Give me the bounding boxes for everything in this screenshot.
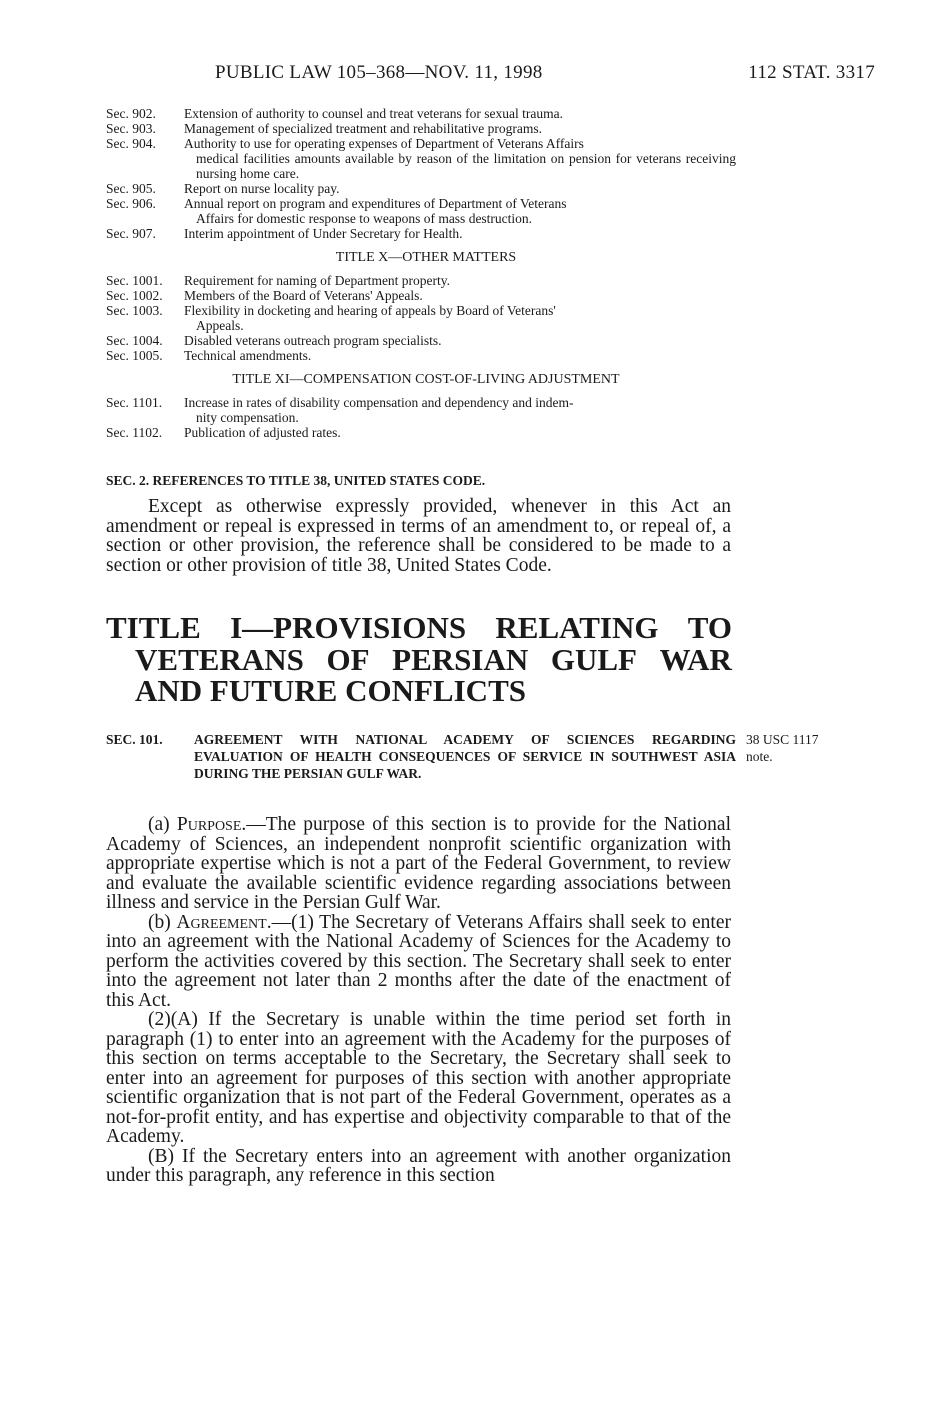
toc-title-x-entries <box>106 273 736 363</box>
running-header <box>215 62 875 88</box>
toc-entry-text <box>184 226 736 241</box>
toc-entry-main: Members of the Board of Veterans' Appeals. <box>184 288 423 303</box>
public-law-citation: PUBLIC LAW 105–368—NOV. 11, 1998 <box>215 62 543 83</box>
toc-entry <box>106 288 736 303</box>
toc-entry <box>106 333 736 348</box>
title-line-3: AND FUTURE CONFLICTS <box>135 673 526 708</box>
toc-entry-text <box>184 136 736 181</box>
toc-entry-text <box>184 196 736 226</box>
paragraph-b2b: (B) If the Secretary enters into an agreement with another organization under this paragraph, any reference in this section <box>106 1145 731 1186</box>
title-word: TITLE <box>106 610 201 645</box>
title-word: RELATING <box>495 610 659 645</box>
title-word: VETERANS <box>135 641 304 677</box>
title-word: GULF <box>550 641 637 677</box>
toc-entry-number: Sec. 1005. <box>106 348 163 363</box>
toc-entry-main: Flexibility in docketing and hearing of appeals by Board of Veterans' <box>184 303 556 318</box>
toc-entry-main: Report on nurse locality pay. <box>184 181 340 196</box>
paragraph-a <box>106 815 731 913</box>
toc-entry-main: Interim appointment of Under Secretary for Health. <box>184 226 463 241</box>
margin-note-label: note. <box>746 749 773 764</box>
toc-entry-number: Sec. 903. <box>106 121 156 136</box>
toc-entry-main: Authority to use for operating expenses of Department of Veterans Affairs <box>184 136 584 151</box>
paragraph-label: (a) <box>148 814 177 835</box>
paragraph-heading: Agreement <box>176 911 267 933</box>
paragraph-label: (b) <box>148 911 177 933</box>
title-word: I—PROVISIONS <box>230 610 467 645</box>
toc-entry-text <box>184 121 736 136</box>
toc-entry-main: Requirement for naming of Department property. <box>184 273 451 288</box>
paragraph-text: .—(1) The Secretary of Veterans Affairs shall seek to enter into an agreement with the National Academy of Sciences for the Academy to perform the activities covered by this section. The Secretary shall seek to enter into the agreement not later than 2 months after the date of the enactment of this Act. <box>106 911 731 1011</box>
section-101-body <box>106 815 731 1186</box>
title-word: WAR <box>659 641 732 677</box>
toc-entry-main: Publication of adjusted rates. <box>184 425 341 440</box>
toc-entry-main: Annual report on program and expenditures of Department of Veterans <box>184 196 567 211</box>
paragraph-text: .—The purpose of this section is to provide for the National Academy of Sciences, an independent nonprofit scientific organization with appropriate expertise which is not a part of the Federal Government, to review and evaluate the available scientific evidence regarding associations between illness and service in the Persian Gulf War. <box>106 814 731 913</box>
toc-entry-text <box>184 425 736 440</box>
toc-entry <box>106 425 736 440</box>
paragraph-b2a: (2)(A) If the Secretary is unable within the time period set forth in paragraph (1) to enter into an agreement with the Academy for the purposes of this section on terms acceptable to the Secretary, the Secretary shall seek to enter into an agreement for purposes of this section with another appropriate scientific organization that is not part of the Federal Government, operates as a not-for-profit entity, and has expertise and objectivity comparable to that of the Academy. <box>106 1009 731 1147</box>
toc-entry-text <box>184 288 736 303</box>
margin-note-citation: 38 USC 1117 <box>746 732 819 747</box>
section-101-number: SEC. 101. <box>106 732 163 747</box>
toc-title-xi-entries <box>106 395 736 440</box>
paragraph-heading: Purpose <box>176 814 242 835</box>
table-of-contents <box>106 106 736 440</box>
toc-entry-continuation: nity compensation. <box>196 410 299 425</box>
toc-entry-continuation: medical facilities amounts available by reason of the limitation on pension for veterans receiving nursing home care. <box>196 151 736 181</box>
title-word: OF <box>326 641 370 677</box>
toc-entry-number: Sec. 1102. <box>106 425 163 440</box>
toc-entry-text <box>184 106 736 121</box>
toc-entry-text <box>184 273 736 288</box>
toc-entry-number: Sec. 1101. <box>106 395 163 410</box>
toc-entry-text <box>184 395 736 425</box>
section-101-heading <box>106 731 736 782</box>
toc-entry-continuation: Appeals. <box>196 318 244 333</box>
toc-entry <box>106 121 736 136</box>
toc-entry-text <box>184 181 736 196</box>
toc-entry <box>106 395 736 425</box>
section-2-heading: SEC. 2. REFERENCES TO TITLE 38, UNITED STATES CODE. <box>106 473 486 488</box>
title-word: PERSIAN <box>392 641 529 677</box>
toc-title-x: TITLE X—OTHER MATTERS <box>335 250 517 265</box>
toc-entry <box>106 196 736 226</box>
toc-entry-number: Sec. 905. <box>106 181 156 196</box>
toc-title-xi: TITLE XI—COMPENSATION COST-OF-LIVING ADJUSTMENT <box>232 372 620 387</box>
toc-entry-number: Sec. 907. <box>106 226 156 241</box>
toc-entry <box>106 106 736 121</box>
toc-entry-main: Increase in rates of disability compensation and dependency and indem- <box>184 395 574 410</box>
toc-entry-main: Extension of authority to counsel and treat veterans for sexual trauma. <box>184 106 564 121</box>
toc-entry-number: Sec. 906. <box>106 196 156 211</box>
section-2-body: Except as otherwise expressly provided, whenever in this Act an amendment or repeal is expressed in terms of an amendment to, or repeal of, a section or other provision, the reference shall be considered to be made to a section or other provision of title 38, United States Code. <box>106 496 731 576</box>
toc-entry-continuation: Affairs for domestic response to weapons of mass destruction. <box>196 211 533 226</box>
title-i-heading <box>106 612 732 707</box>
toc-title-ix-entries <box>106 106 736 241</box>
toc-entry <box>106 303 736 333</box>
paragraph-b <box>106 913 731 1011</box>
toc-entry <box>106 181 736 196</box>
toc-entry-main: Disabled veterans outreach program specialists. <box>184 333 442 348</box>
toc-entry <box>106 348 736 363</box>
toc-entry-number: Sec. 1002. <box>106 288 163 303</box>
toc-entry-text <box>184 303 736 333</box>
toc-entry-number: Sec. 1004. <box>106 333 163 348</box>
toc-entry-number: Sec. 1003. <box>106 303 163 318</box>
toc-entry-main: Technical amendments. <box>184 348 312 363</box>
toc-entry-text <box>184 348 736 363</box>
toc-entry-number: Sec. 904. <box>106 136 156 151</box>
toc-entry <box>106 226 736 241</box>
margin-note <box>746 731 819 765</box>
statute-page-number: 112 STAT. 3317 <box>748 62 875 83</box>
toc-entry <box>106 136 736 181</box>
toc-entry-main: Management of specialized treatment and rehabilitative programs. <box>184 121 542 136</box>
title-word: TO <box>687 610 732 645</box>
toc-entry <box>106 273 736 288</box>
section-101-title: AGREEMENT WITH NATIONAL ACADEMY OF SCIENCES REGARDING EVALUATION OF HEALTH CONSEQUENCES OF SERVICE IN SOUTHWEST ASIA DURING THE PERSIAN GULF WAR. <box>194 732 736 781</box>
toc-entry-number: Sec. 902. <box>106 106 156 121</box>
toc-entry-number: Sec. 1001. <box>106 273 163 288</box>
toc-entry-text <box>184 333 736 348</box>
